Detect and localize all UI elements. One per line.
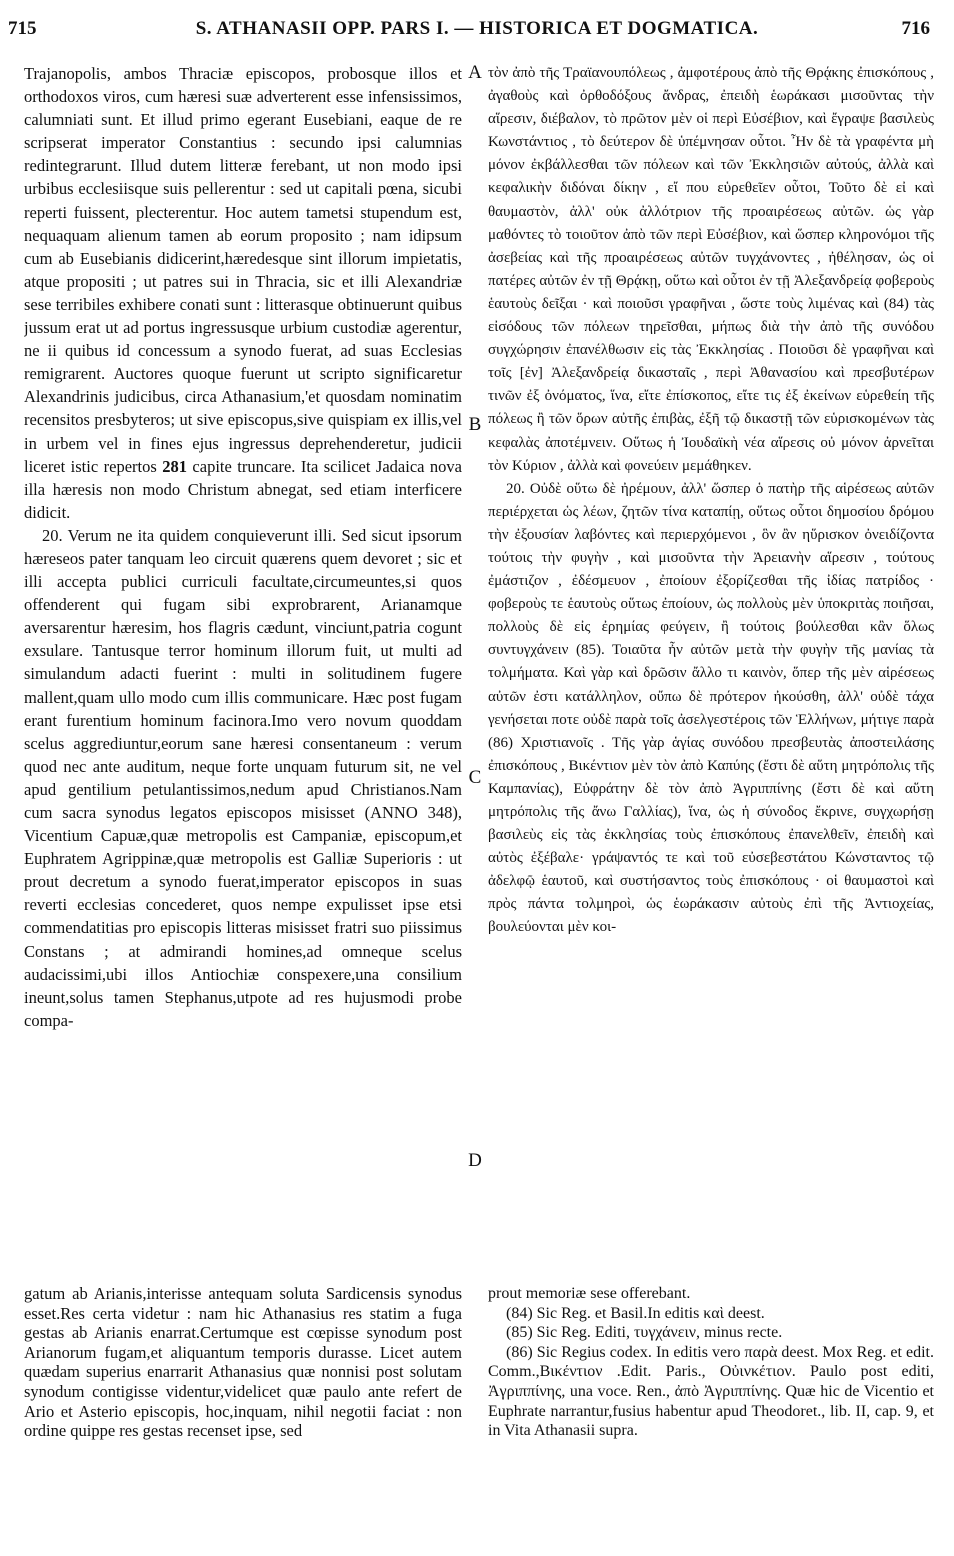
- margin-letter-d: D: [468, 1150, 482, 1171]
- footnote-85: (85) Sic Reg. Editi, τυγχάνειν, minus recte.: [506, 1324, 783, 1342]
- latin-paragraph-1: [24, 62, 462, 524]
- page-number-left: 715: [8, 18, 37, 39]
- margin-letter-b: B: [468, 414, 482, 435]
- latin-column: [24, 62, 462, 1277]
- greek-paragraph-2: 20. Οὐδὲ οὕτω δὲ ἠρέμουν, ἀλλ' ὥσπερ ὁ πατὴρ τῆς αἱρέσεως αὐτῶν περιέρχεται ὡς λέων, ζητῶν τίνα καταπίῃ, οὕτως οὗτοι δημοσίου δρόμου τὴν ἐξουσίαν λαβόντες καὶ περιερχόμενοι , ὃν ἂν ηὕρισκον ὀνειδίζοντα τούτοις τὴν φυγὴν , καὶ μισοῦντα τὴν Ἀρειανὴν αἵρεσιν , τούτους ἐμάστιζον , ἐδέσμευον , ἐποίουν ἐξορίζεσθαι τῆς ἰδίας πατρίδος · φοβεροὺς τε ἑαυτοὺς οὕτως ἐποίουν, ὡς πολλοὺς μὲν ὑποκριτὰς ποιῆσαι, πολλοὺς δὲ εἰς ἐρημίας φεύγειν, ἢ τούτοις βούλεσθαι κἂν ὅλως συντυγχάνειν (85). Τοιαῦτα ἦν αὐτῶν μετὰ τὴν φυγὴν τῆς μανίας τὰ τολμήματα. Καὶ γὰρ καὶ δρῶσιν ἄλλο τι καινὸν, ὅπερ τῆς μὲν αἱρέσεως αὐτῶν ἐστι κατάλληλον, οὔπω δὲ πρότερον ἠκούσθη, ἀλλ' οὐδὲ τάχα γενήσεται ποτε οὐδὲ παρὰ τοῖς ἀσελγεστέροις τῶν Ἑλλήνων, μήτιγε παρὰ (86) Χριστιανοῖς . Τῆς γὰρ ἁγίας συνόδου πρεσβευτὰς ἀποστειλάσης ἐπισκόπους , Βικέντιον μὲν τὸν ἀπὸ Καπύης (ἔστι δὲ αὕτη μητρόπολις τῆς Καμπανίας), Εὐφράτην δὲ τὸν ἀπὸ Ἀγριππίνης (ἔστι δὲ καὶ αὕτη μητρόπολις τῆς ἄνω Γαλλίας), ἵνα, ὡς ἡ σύνοδος ἔκρινε, συγχωρήσῃ βασιλεὺς εἰς τὰς ἐκκλησίας τοὺς ἐπισκόπους ἐπανελθεῖν, ἐπειδὴ καὶ αὐτὸς ἐξέβαλε· γράψαντός τε καὶ τοῦ εὐσεβεστάτου Κώνσταντος τῷ ἀδελφῷ ἑαυτοῦ, καὶ συστήσαντος τοὺς ἐπισκόπους · οἱ θαυμαστοὶ καὶ πρὸς πάντα τολμηροὶ, ὡς ἑωράκασιν αὐτοὺς ἐπὶ τῆς Ἀντιοχείας, βουλεύονται μὲν κοι-: [488, 480, 934, 936]
- greek-column: [488, 62, 934, 1277]
- running-title: S. ATHANASII OPP. PARS I. — HISTORICA ET DOGMATICA.: [195, 18, 759, 39]
- greek-paragraph-1: τὸν ἀπὸ τῆς Τραϊανουπόλεως , ἀμφοτέρους ἀπὸ τῆς Θρᾴκης ἐπισκόπους , ἀγαθοὺς καὶ ὀρθοδόξους ἄνδρας, ἐπειδὴ ἑωράκασι μισοῦντας τὴν αἵρεσιν, διέβαλον, τὸ πρῶτον μὲν οἱ περὶ Εὐσέβιον, καὶ ἔγραψε βασιλεὺς Κωνστάντιος , τὸ δεύτερον δὲ ὑπέμνησαν οὗτοι. Ἦν δὲ τὰ γραφέντα μὴ μόνον ἐκβάλλεσθαι τῶν πόλεων καὶ τῶν Ἐκκλησιῶν αὐτούς, ἀλλὰ καὶ κεφαλικὴν διδόναι δίκην , εἴ που εὑρεθεῖεν οὗτοι, Τοῦτο δὲ εἰ καὶ θαυμαστὸν, ἀλλ' οὐκ ἀλλότριον τῆς προαιρέσεως αὐτῶν. ὡς γὰρ μαθόντες τὸ τοιοῦτον ἀπὸ τῶν περὶ Εὐσέβιον, καὶ ὥσπερ κληρονόμοι τῆς ἀσεβείας καὶ τῆς προαιρέσεως αὐτῶν τυγχάνοντες , ἠθέλησαν, ὡς οἱ πατέρες αὐτῶν ἐν τῇ Θρᾴκῃ, οὕτω καὶ οὗτοι ἐν τῇ Ἀλεξανδρείᾳ φοβεροὺς ἑαυτοὺς δεῖξαι · καὶ ποιοῦσι γραφῆναι , ὥστε τοὺς λιμένας καὶ (84) τὰς εἰσόδους τῶν πόλεων τηρεῖσθαι, μήπως διὰ τὴν ἀπὸ τῆς συνόδου συγχώρησιν ἐπανέλθωσιν εἰς τὰς Ἐκκλησίας . Ποιοῦσι δὲ γραφῆναι καὶ τοῖς [ἐν] Ἀλεξανδρείᾳ δικασταῖς , περὶ Ἀθανασίου καὶ πρεσβυτέρων τινῶν ἐξ ὀνόματος, ἵνα, εἴτε ἐπίσκοπος, εἴτε τις ἐξ ἐκείνων εὑρεθείη τῆς πόλεως ἢ τῶν ὅρων αὐτῆς ἐπιβὰς, ἐξῆ τῷ δικαστῇ τῶν εὑρισκομένων τὰς κεφαλὰς ἀποτέμνειν. Οὕτως ἡ Ἰουδαϊκὴ νέα αἵρεσις οὐ μόνον ἀρνεῖται τὸν Κύριον , ἀλλὰ καὶ φονεύειν μεμάθηκεν.: [488, 65, 934, 474]
- latin-footnote-block: [24, 1284, 462, 1546]
- latin-paragraph-1-end: capite truncare. Ita scilicet Jadaica nova illa hæresis non modo Christum abnegat, sed etiam interficere didicit.: [24, 456, 462, 522]
- footnotes: [488, 1284, 934, 1546]
- footnote-86: (86) Sic Regius codex. In editis vero παρὰ deest. Mox Reg. et edit. Comm.,Βικέντιον .Edit. Paris., Οὐινκέτιον. Paulo post editi, Ἀγριππίνης, una voce. Ren., ἀπὸ Ἀγριππίνης. Quæ hic de Vicentio et Euphrate narrantur,fusius habentur apud Theodoret., lib. II, cap. 9, et in Vita Athanasii supra.: [488, 1343, 934, 1440]
- latin-footnote-text: gatum ab Arianis,interisse antequam soluta Sardicensis synodus esset.Res certa videtur : nam hic Athanasius res statim a fuga gestas ab Arianis enarrat.Certumque est cœpisse synodum post Arianorum fugam,et aliquantum temporis durasse. Licet autem quædam superius enarrarit Athanasius quæ nonnisi post solutam synodum contigisse videntur,videlicet quæ paulo ante refert de Ario et Asterio episcopis, hoc,inquam, nihil negotii faciat : non ordine quippe res gestas recenset ipse, sed: [24, 1284, 462, 1441]
- margin-letter-c: C: [468, 767, 482, 788]
- margin-letter-a: A: [468, 62, 482, 83]
- running-header: [0, 18, 954, 48]
- latin-paragraph-2: 20. Verum ne ita quidem conquieverunt illi. Sed sicut ipsorum hæreseos pater tanquam leo circuit quærens quem devoret ; sic et illi accepta publici curriculi facultate,circumeuntes,si quos offenderent qui fugam sibi exprobrarent, Arianamque aversarentur hæresim, hos flagris cædunt, vinciunt,patria cogunt exsulare. Tantusque terror hominum illorum fuit, ut multi ad simulandum adacti fuerint : multi in solitudinem fugere mallent,quam ullo modo cum illis communicare. Hæc post fugam erant furentium hominum facinora.Imo vero novum quoddam scelus aggrediuntur,eorum sane hæresi consentaneum : verum quod nec ante auditum, neque forte unquam futurum sit, ne vel apud gentilium petulantissimos,nedum apud Christianos.Nam cum sacra synodus legatos episcopos misisset (ANNO 348), Vicentium Capuæ,quæ metropolis est Campaniæ, episcopum,et Euphratem Agrippinæ,quæ metropolis est Galliæ Superioris : ut prout decretum a synodo fuerat,imperator episcopos in suas reverti ecclesias concederet, quos nempe expulisset ipse etsi commendatitias pro episcopis litteras misisset fratri suo piissimus Constans ; at admirandi homines,ad omneque scelus audacissimi,ubi illos Antiochiæ conspexere,una consilium ineunt,solus tamen Stephanus,utpote ad res hujusmodi probe compa-: [24, 525, 462, 1030]
- footnote-continuation: prout memoriæ sese offerebant.: [488, 1285, 691, 1302]
- footnote-84: (84) Sic Reg. et Basil.In editis καὶ deest.: [506, 1304, 765, 1322]
- page-number-right: 716: [901, 18, 930, 39]
- column-number: 281: [162, 456, 187, 476]
- latin-paragraph-1-text: Trajanopolis, ambos Thraciæ episcopos, probosque illos et orthodoxos viros, cum hæresi suæ adverterent esse infensissimos, calumniati sunt. Et illud primo egerant Eusebiani, eaque de re scripserat imperator Constantius : secundo ipsi calumnias redintegrarunt. Illud dutem litteræ ferebant, ut non modo ipsi urbibus ecclesiisque suis pellerentur : sed ut capitali pœna, sicubi reperti fuissent, plecterentur. Hoc autem tametsi stupendum est, nequaquam alienum tamen ab eorum proposito ; nam idipsum cum ab Eusebianis didicerint,hæredesque sint illorum impietatis, atque propositi ; ut patres sui in Thracia, sic et illi Alexandriæ sese terribiles exhibere conati sunt : litterasque obtinuerunt quibus jussum erat ut ad portus ingressusque urbium custodiæ agerentur, ne ii quibus id concessum a synodo fuerat, ad suas Ecclesias remigrarent. Auctores quoque fuerunt ut scripto significaretur Alexandrinis judicibus, circa Athanasium,'et quosdam nominatim recensitos presbyteros; ut sive episcopus,sive quispiam ex illis,vel in urbem vel in fines ejus ingressus deprehenderetur, judicii liceret istic repertos: [24, 64, 462, 476]
